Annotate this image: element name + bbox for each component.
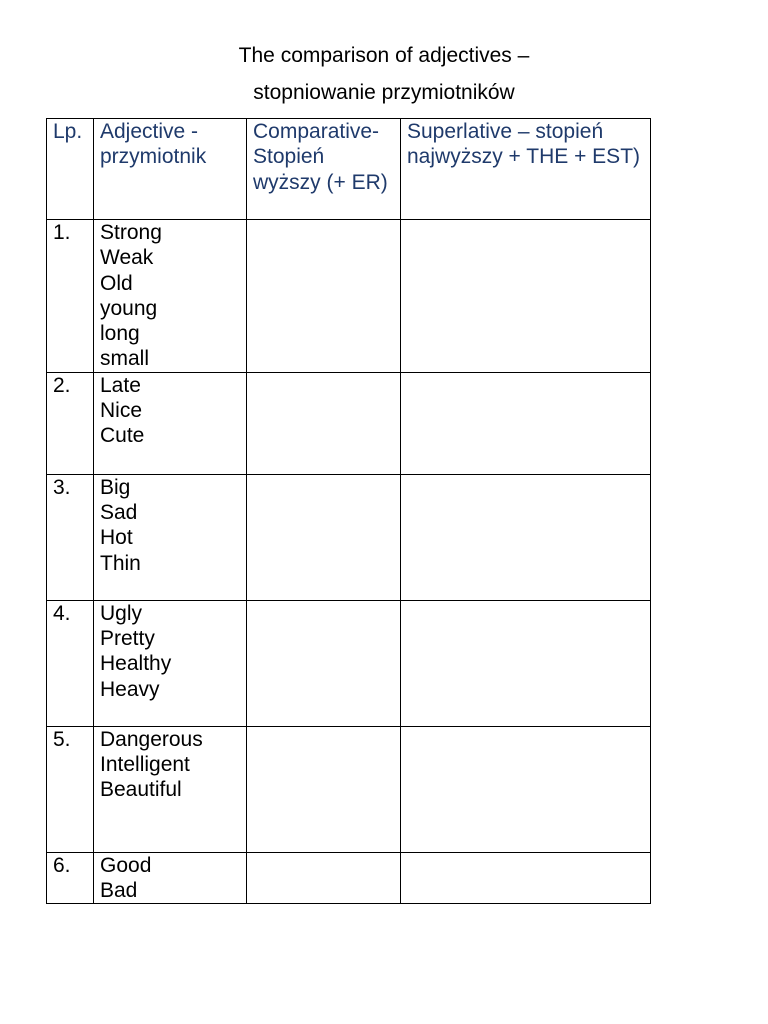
adjective-word: Healthy (100, 652, 172, 676)
adjective-cell (94, 372, 247, 474)
row-number: 2. (53, 373, 71, 397)
row-number-cell (47, 852, 94, 904)
header-adjective (94, 119, 247, 220)
adjective-word: young (100, 296, 158, 320)
superlative-answer-cell[interactable] (401, 852, 651, 904)
adjective-word: Cute (100, 424, 145, 448)
table-row (47, 220, 651, 373)
adjective-word: Pretty (100, 627, 155, 651)
header-lp (47, 119, 94, 220)
adjective-word: Nice (100, 399, 143, 423)
adjective-word: Sad (100, 501, 138, 525)
adjective-word: Good (100, 853, 152, 877)
table-row (47, 474, 651, 600)
comparative-answer-cell[interactable] (247, 852, 401, 904)
adjective-cell (94, 726, 247, 852)
title-line-2: stopniowanie przymiotników (253, 81, 515, 104)
superlative-answer-cell[interactable] (401, 372, 651, 474)
comparative-answer-cell[interactable] (247, 372, 401, 474)
row-number-cell (47, 726, 94, 852)
row-number-cell (47, 220, 94, 373)
superlative-answer-cell[interactable] (401, 220, 651, 373)
row-number-cell (47, 372, 94, 474)
comparative-answer-cell[interactable] (247, 474, 401, 600)
adjective-word: Hot (100, 526, 133, 550)
superlative-answer-cell[interactable] (401, 474, 651, 600)
adjective-word: Dangerous (100, 727, 203, 751)
table-row (47, 852, 651, 904)
adjective-word: Bad (100, 879, 138, 903)
row-number-cell (47, 474, 94, 600)
header-superlative (401, 119, 651, 220)
header-lp-label: Lp. (53, 120, 83, 143)
comparative-answer-cell[interactable] (247, 600, 401, 726)
superlative-answer-cell[interactable] (401, 726, 651, 852)
header-comparative (247, 119, 401, 220)
row-number: 4. (53, 601, 71, 625)
adjective-word: Late (100, 373, 141, 397)
table-row (47, 372, 651, 474)
comparative-answer-cell[interactable] (247, 726, 401, 852)
row-number: 3. (53, 475, 71, 499)
table-header-row (47, 119, 651, 220)
adjective-word: Thin (100, 551, 141, 575)
table-body (47, 220, 651, 904)
adjective-word: Weak (100, 246, 154, 270)
row-number: 1. (53, 221, 71, 244)
row-number-cell (47, 600, 94, 726)
adjective-word: long (100, 322, 140, 346)
adjective-word: Beautiful (100, 778, 182, 802)
adjective-word: Big (100, 475, 131, 499)
header-adjective-label: Adjective - przymiotnik (100, 120, 207, 169)
adjective-cell (94, 220, 247, 373)
table-row (47, 726, 651, 852)
adjective-word: Intelligent (100, 753, 190, 777)
table-row (47, 600, 651, 726)
adjective-word: Old (100, 271, 133, 295)
adjective-cell (94, 852, 247, 904)
adjective-cell (94, 474, 247, 600)
adjective-word: Ugly (100, 601, 143, 625)
adjective-word: Strong (100, 221, 162, 244)
header-superlative-label: Superlative – stopień najwyższy + THE + EST) (407, 120, 641, 169)
adjective-cell (94, 600, 247, 726)
row-number: 5. (53, 727, 71, 751)
header-comparative-label: Comparative- Stopień wyższy (+ ER) (253, 120, 388, 194)
adjectives-table (46, 118, 651, 904)
row-number: 6. (53, 853, 71, 877)
title-line-1: The comparison of adjectives – (238, 44, 530, 67)
adjective-word: small (100, 347, 150, 371)
comparative-answer-cell[interactable] (247, 220, 401, 373)
adjective-word: Heavy (100, 677, 160, 701)
superlative-answer-cell[interactable] (401, 600, 651, 726)
